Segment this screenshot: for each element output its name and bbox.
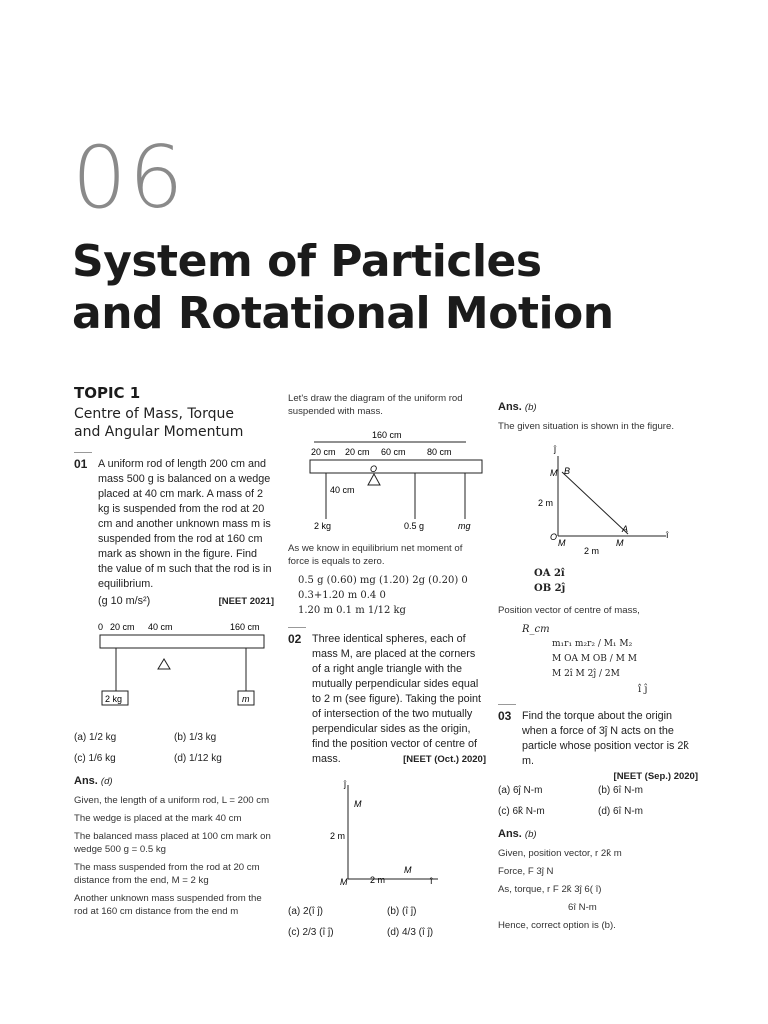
option-d[interactable]: (d) 4/3 (î ĵ) [387,926,434,938]
equation-3: 1.20 m 0.1 m 1/12 kg [298,604,406,616]
wedge [368,474,380,485]
dist-4: 80 cm [427,447,452,457]
answer-label: Ans. [74,775,98,787]
equation-1: 0.5 g (0.60) mg (1.20) 2g (0.20) 0 [298,574,468,586]
answer [74,774,274,790]
option-d[interactable]: (d) 6î N-m [598,805,643,817]
column-2 [288,392,486,948]
moment-text: As we know in equilibrium net moment of force is equals to zero. [288,542,463,567]
force-label-2: 0.5 g [404,521,425,531]
rcm-frac-2: M OA M OB / M M [552,654,637,664]
rod-force-figure [288,429,486,531]
chapter-title-line1: System of Particles [72,236,542,287]
question-2 [288,632,486,767]
solution-line: The wedge is placed at the mark 40 cm [74,812,242,824]
mass-o: M [558,537,566,548]
answer-value: (d) [100,776,113,787]
j-label: ĵ [344,778,346,789]
point-o: O [550,531,558,542]
mark-0: 0 [98,621,104,632]
answer-label: Ans. [498,401,522,413]
option-a[interactable]: (a) 6ĵ N-m [498,785,543,796]
equation-2: 0.3+1.20 m 0.4 0 [298,589,386,601]
solution-line: The balanced mass placed at 100 cm mark on wedge 500 g = 0.5 kg [74,830,271,855]
solution-1 [74,794,274,918]
topic-subtitle-line2: and Angular Momentum [74,423,244,440]
topic-subtitle [74,405,274,441]
rod [100,635,264,648]
dist-3: 60 cm [381,447,406,457]
option-b[interactable]: (b) (î ĵ) [387,906,417,917]
solution-line: 6î N-m [568,901,597,913]
i-label: î [430,875,433,886]
solution-line: Another unknown mass suspended from the rod at 160 cm distance from the end m [74,892,262,917]
oa-vector: OA 2î [534,568,565,579]
question-number: 01 [74,456,88,471]
rcm-frac-1: m₁r₁ m₂r₂ / M₁ M₂ [552,639,633,649]
topic-subtitle-line1: Centre of Mass, Torque [74,405,234,422]
col3-intro: The given situation is shown in the figure. [498,420,674,432]
options [498,784,698,819]
solution-line: The mass suspended from the rod at 20 cm distance from the end, M = 2 kg [74,861,260,886]
answer-value: (b) [524,402,537,413]
options [74,731,274,766]
rcm-frac-3: M 2î M 2ĵ / 2M [552,669,620,679]
option-c[interactable]: (c) 6k̂ N-m [498,805,545,817]
answer [498,400,698,416]
length-160: 160 cm [372,430,402,440]
mass-label-m: m [242,693,250,704]
dist-1: 20 cm [311,447,336,457]
triangle-figure [498,444,698,556]
column-3 [498,396,698,937]
mass-origin: M [340,876,348,887]
option-a[interactable]: (a) 2(î ĵ) [288,906,323,917]
chapter-title-line2: and Rotational Motion [72,288,614,339]
col3-intro-block [498,420,698,433]
mark-20: 20 cm [110,621,135,632]
mass-top: M [354,798,362,809]
side-length: 2 m [538,497,554,508]
i-label: î [666,529,669,540]
question-text: Three identical spheres, each of mass M, are placed at the corners of a right angle triangle with the mutually perpendicular sides equal to 2 m (see figure). Taking the point of intersection of the two mutually perpendicular sides as the origin, find the position vector of centre of mass. [312,632,482,765]
mass-label-2kg: 2 kg [105,693,123,704]
base-length: 2 m [584,545,600,556]
moment-text-block [288,542,486,568]
mass-b: M [550,467,558,478]
option-a[interactable]: (a) 1/2 kg [74,732,117,743]
solution-line: Given, position vector, r 2k̂ m [498,847,622,859]
column-1 [74,386,274,923]
hypotenuse [562,472,628,534]
position-text: Position vector of centre of mass, [498,605,640,616]
mass-a: M [616,537,624,548]
rod-figure [74,621,274,713]
dist-40: 40 cm [330,485,355,495]
answer [498,827,698,843]
option-b[interactable]: (b) 1/3 kg [174,732,217,743]
mass-right: M [404,864,412,875]
question-text: Find the torque about the origin when a force of 3ĵ N acts on the particle whose position vector is 2k̂ m. [522,710,689,767]
mark-160: 160 cm [230,621,260,632]
chapter-number: 06 [72,128,186,228]
question-3 [498,709,698,782]
dist-2: 20 cm [345,447,370,457]
exam-tag: [NEET (Sep.) 2020] [613,771,698,782]
chapter-title [72,236,712,340]
answer-label: Ans. [498,828,522,840]
rod [310,460,482,473]
position-text-block [498,604,698,617]
answer-value: (b) [524,829,537,840]
solution-line: As, torque, r F 2k̂ 3ĵ 6( î) [498,883,602,895]
j-label: ĵ [554,443,556,454]
solution-line: Hence, correct option is (b). [498,919,616,931]
col2-intro-block [288,392,486,418]
option-d[interactable]: (d) 1/12 kg [174,752,222,764]
base-length: 2 m [370,874,386,885]
ob-vector: OB 2ĵ [534,583,566,594]
question-number: 03 [498,709,512,723]
col2-intro: Let's draw the diagram of the uniform rod suspended with mass. [288,393,463,417]
solution-line: Force, F 3ĵ N [498,865,554,877]
options [288,905,486,940]
solution-line: Given, the length of a uniform rod, L = 200 cm [74,794,270,806]
exam-tag: [NEET 2021] [218,595,274,607]
question-text: A uniform rod of length 200 cm and mass 500 g is balanced on a wedge placed at 40 cm mark. A mass of 2 kg is suspended from the rod at 20 cm and another unknown mass m is suspended from the rod at 160 cm mark as shown in the figure. Find the value of m such that the rod is in equilibrium. [98,457,272,590]
option-c[interactable]: (c) 2/3 (î ĵ) [288,926,334,938]
point-a: A [622,523,629,534]
mark-40: 40 cm [148,621,173,632]
wedge [158,659,170,669]
question-1 [74,457,274,609]
pivot-o: O [370,464,378,474]
solution-3 [498,847,698,932]
question-number: 02 [288,631,302,646]
point-b: B [564,465,571,476]
rcm-result: î ĵ [638,684,648,695]
option-c[interactable]: (c) 1/6 kg [74,752,116,764]
force-label-1: 2 kg [314,521,332,531]
side-length: 2 m [330,830,346,841]
rcm-label: R_cm [522,624,550,635]
option-b[interactable]: (b) 6î N-m [598,785,643,796]
force-label-3: mg [458,521,471,531]
given-value: (g 10 m/s²) [98,594,151,607]
topic-heading: TOPIC 1 [74,384,141,402]
spheres-figure [288,779,486,887]
exam-tag: [NEET (Oct.) 2020] [403,753,486,765]
